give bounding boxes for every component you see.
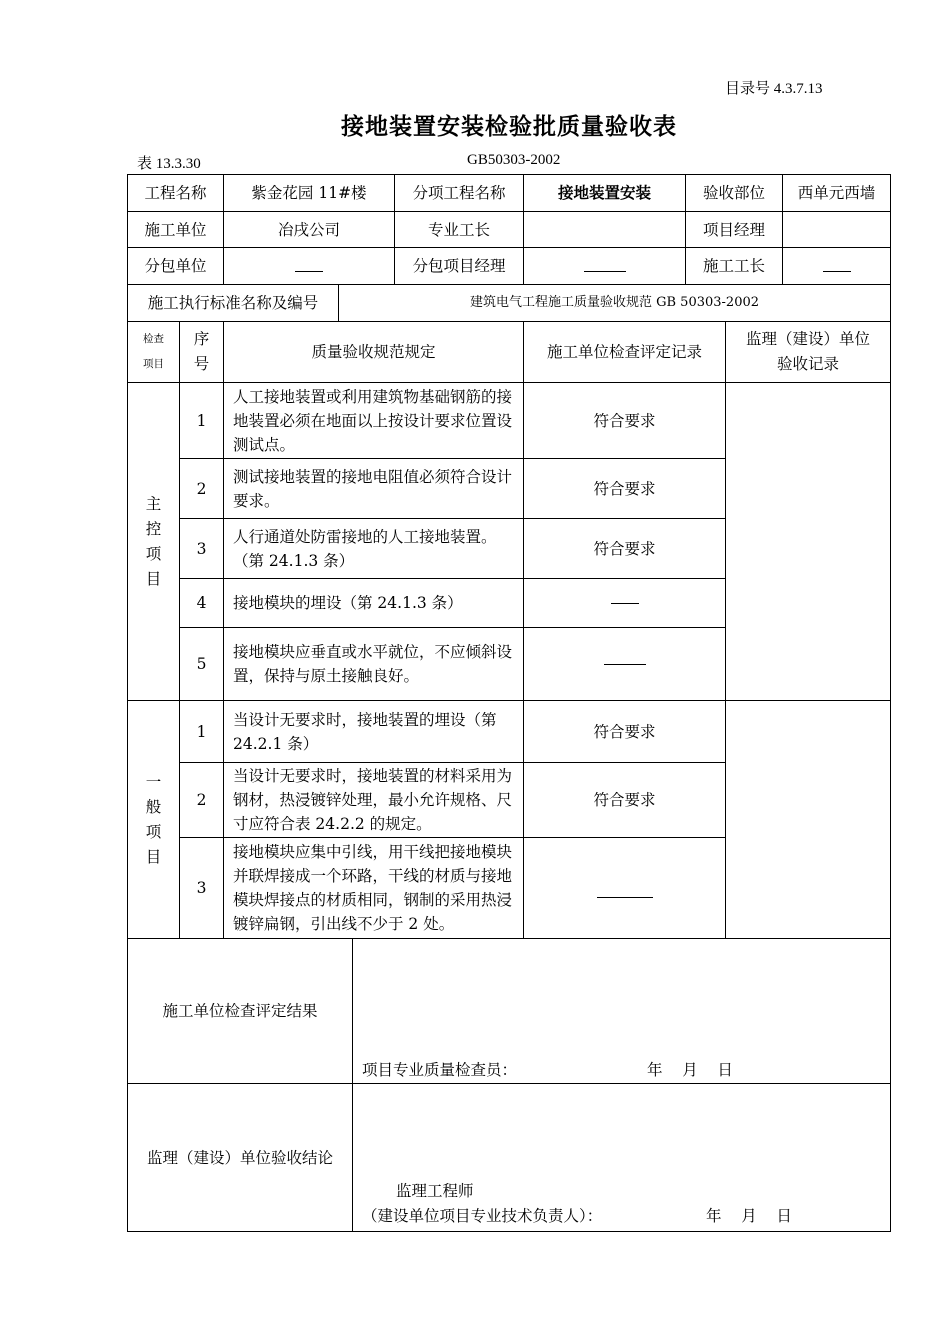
construction-result-label: 施工单位检查评定结果 bbox=[162, 1002, 318, 1020]
item-spec: 当设计无要求时，接地装置的材料采用为钢材，热浸镀锌处理，最小允许规格、尺寸应符合表 24.2.2 的规定。 bbox=[233, 767, 513, 833]
item-number: 3 bbox=[196, 879, 207, 897]
owner-representative-label: （建设单位项目专业技术负责人）： bbox=[362, 1207, 603, 1225]
supervising-engineer-label: 监理工程师 bbox=[396, 1182, 474, 1200]
spec-header: 质量验收规范规定 bbox=[311, 343, 436, 361]
supervision-record-header: 监理（建设）单位 验收记录 bbox=[745, 330, 870, 373]
item-number: 2 bbox=[196, 479, 207, 498]
sub-project-value: 接地装置安装 bbox=[557, 183, 651, 202]
item-result: 符合要求 bbox=[593, 479, 656, 498]
item-spec: 接地模块应集中引线，用干线把接地模块并联焊接成一个环路，干线的材质与接地模块焊接点的材质相同，钢制的采用热浸镀锌扁钢，引出线不少于 2 处。 bbox=[233, 843, 513, 933]
item-result-dash bbox=[524, 579, 725, 627]
item-result: 符合要求 bbox=[593, 539, 656, 558]
item-spec: 当设计无要求时，接地装置的埋设（第 24.2.1 条） bbox=[233, 710, 497, 753]
subcontractor-value bbox=[224, 248, 394, 284]
item-number: 1 bbox=[196, 722, 207, 741]
item-spec: 人行通道处防雷接地的人工接地装置。（第 24.1.3 条） bbox=[233, 527, 497, 570]
item-number: 2 bbox=[196, 791, 207, 809]
catalog-number: 目录号 4.3.7.13 bbox=[725, 81, 823, 97]
site-foreman-label: 施工工长 bbox=[702, 257, 765, 275]
item-spec: 人工接地装置或利用建筑物基础钢筋的接地装置必须在地面以上按设计要求位置设测试点。 bbox=[233, 387, 513, 454]
standard-code: GB50303-2002 bbox=[467, 152, 561, 168]
acceptance-part-value: 西单元西墙 bbox=[797, 184, 876, 202]
project-name-label: 工程名称 bbox=[144, 184, 207, 202]
page-title: 接地装置安装检验批质量验收表 bbox=[341, 113, 677, 140]
item-result: 符合要求 bbox=[593, 411, 656, 430]
item-result: 符合要求 bbox=[593, 791, 656, 809]
inspection-date: 年 月 日 bbox=[647, 1061, 733, 1079]
sub-manager-value bbox=[524, 248, 685, 284]
item-spec: 接地模块的埋设（第 24.1.3 条） bbox=[233, 594, 463, 612]
item-spec: 接地模块应垂直或水平就位，不应倾斜设置，保持与原土接触良好。 bbox=[233, 643, 513, 685]
main-control-label: 主 控 项 目 bbox=[145, 494, 162, 588]
site-foreman-value bbox=[783, 248, 890, 284]
manager-label: 项目经理 bbox=[702, 220, 765, 239]
item-spec: 测试接地装置的接地电阻值必须符合设计要求。 bbox=[233, 467, 513, 510]
construction-unit-value: 冶戌公司 bbox=[277, 220, 340, 239]
inspector-label: 项目专业质量检查员： bbox=[362, 1061, 518, 1079]
check-item-header: 检查 项目 bbox=[143, 333, 164, 370]
foreman-label: 专业工长 bbox=[427, 220, 490, 239]
item-number: 4 bbox=[196, 594, 207, 612]
supervision-conclusion-label: 监理（建设）单位验收结论 bbox=[146, 1148, 333, 1167]
subcontractor-label: 分包单位 bbox=[144, 257, 207, 275]
item-number: 1 bbox=[196, 411, 207, 430]
sub-manager-label: 分包项目经理 bbox=[412, 257, 506, 275]
general-label: 一 般 项 目 bbox=[145, 772, 162, 866]
standard-label: 施工执行标准名称及编号 bbox=[147, 294, 319, 312]
manager-value bbox=[783, 212, 890, 247]
foreman-value bbox=[524, 212, 685, 247]
construction-record-header: 施工单位检查评定记录 bbox=[546, 343, 702, 361]
supervision-date: 年 月 日 bbox=[706, 1207, 792, 1225]
item-number: 3 bbox=[196, 539, 207, 558]
item-number: 5 bbox=[196, 655, 207, 673]
item-result-dash bbox=[524, 838, 725, 938]
table-number: 表 13.3.30 bbox=[137, 156, 201, 172]
item-result: 符合要求 bbox=[593, 722, 656, 741]
item-result-dash bbox=[524, 628, 725, 700]
standard-value: 建筑电气工程施工质量验收规范 GB 50303-2002 bbox=[469, 295, 760, 310]
sub-project-label: 分项工程名称 bbox=[412, 184, 506, 202]
acceptance-part-label: 验收部位 bbox=[702, 184, 765, 202]
construction-unit-label: 施工单位 bbox=[144, 220, 207, 239]
project-name-value: 紫金花园 11#楼 bbox=[251, 184, 367, 202]
seq-header: 序 号 bbox=[193, 330, 210, 373]
